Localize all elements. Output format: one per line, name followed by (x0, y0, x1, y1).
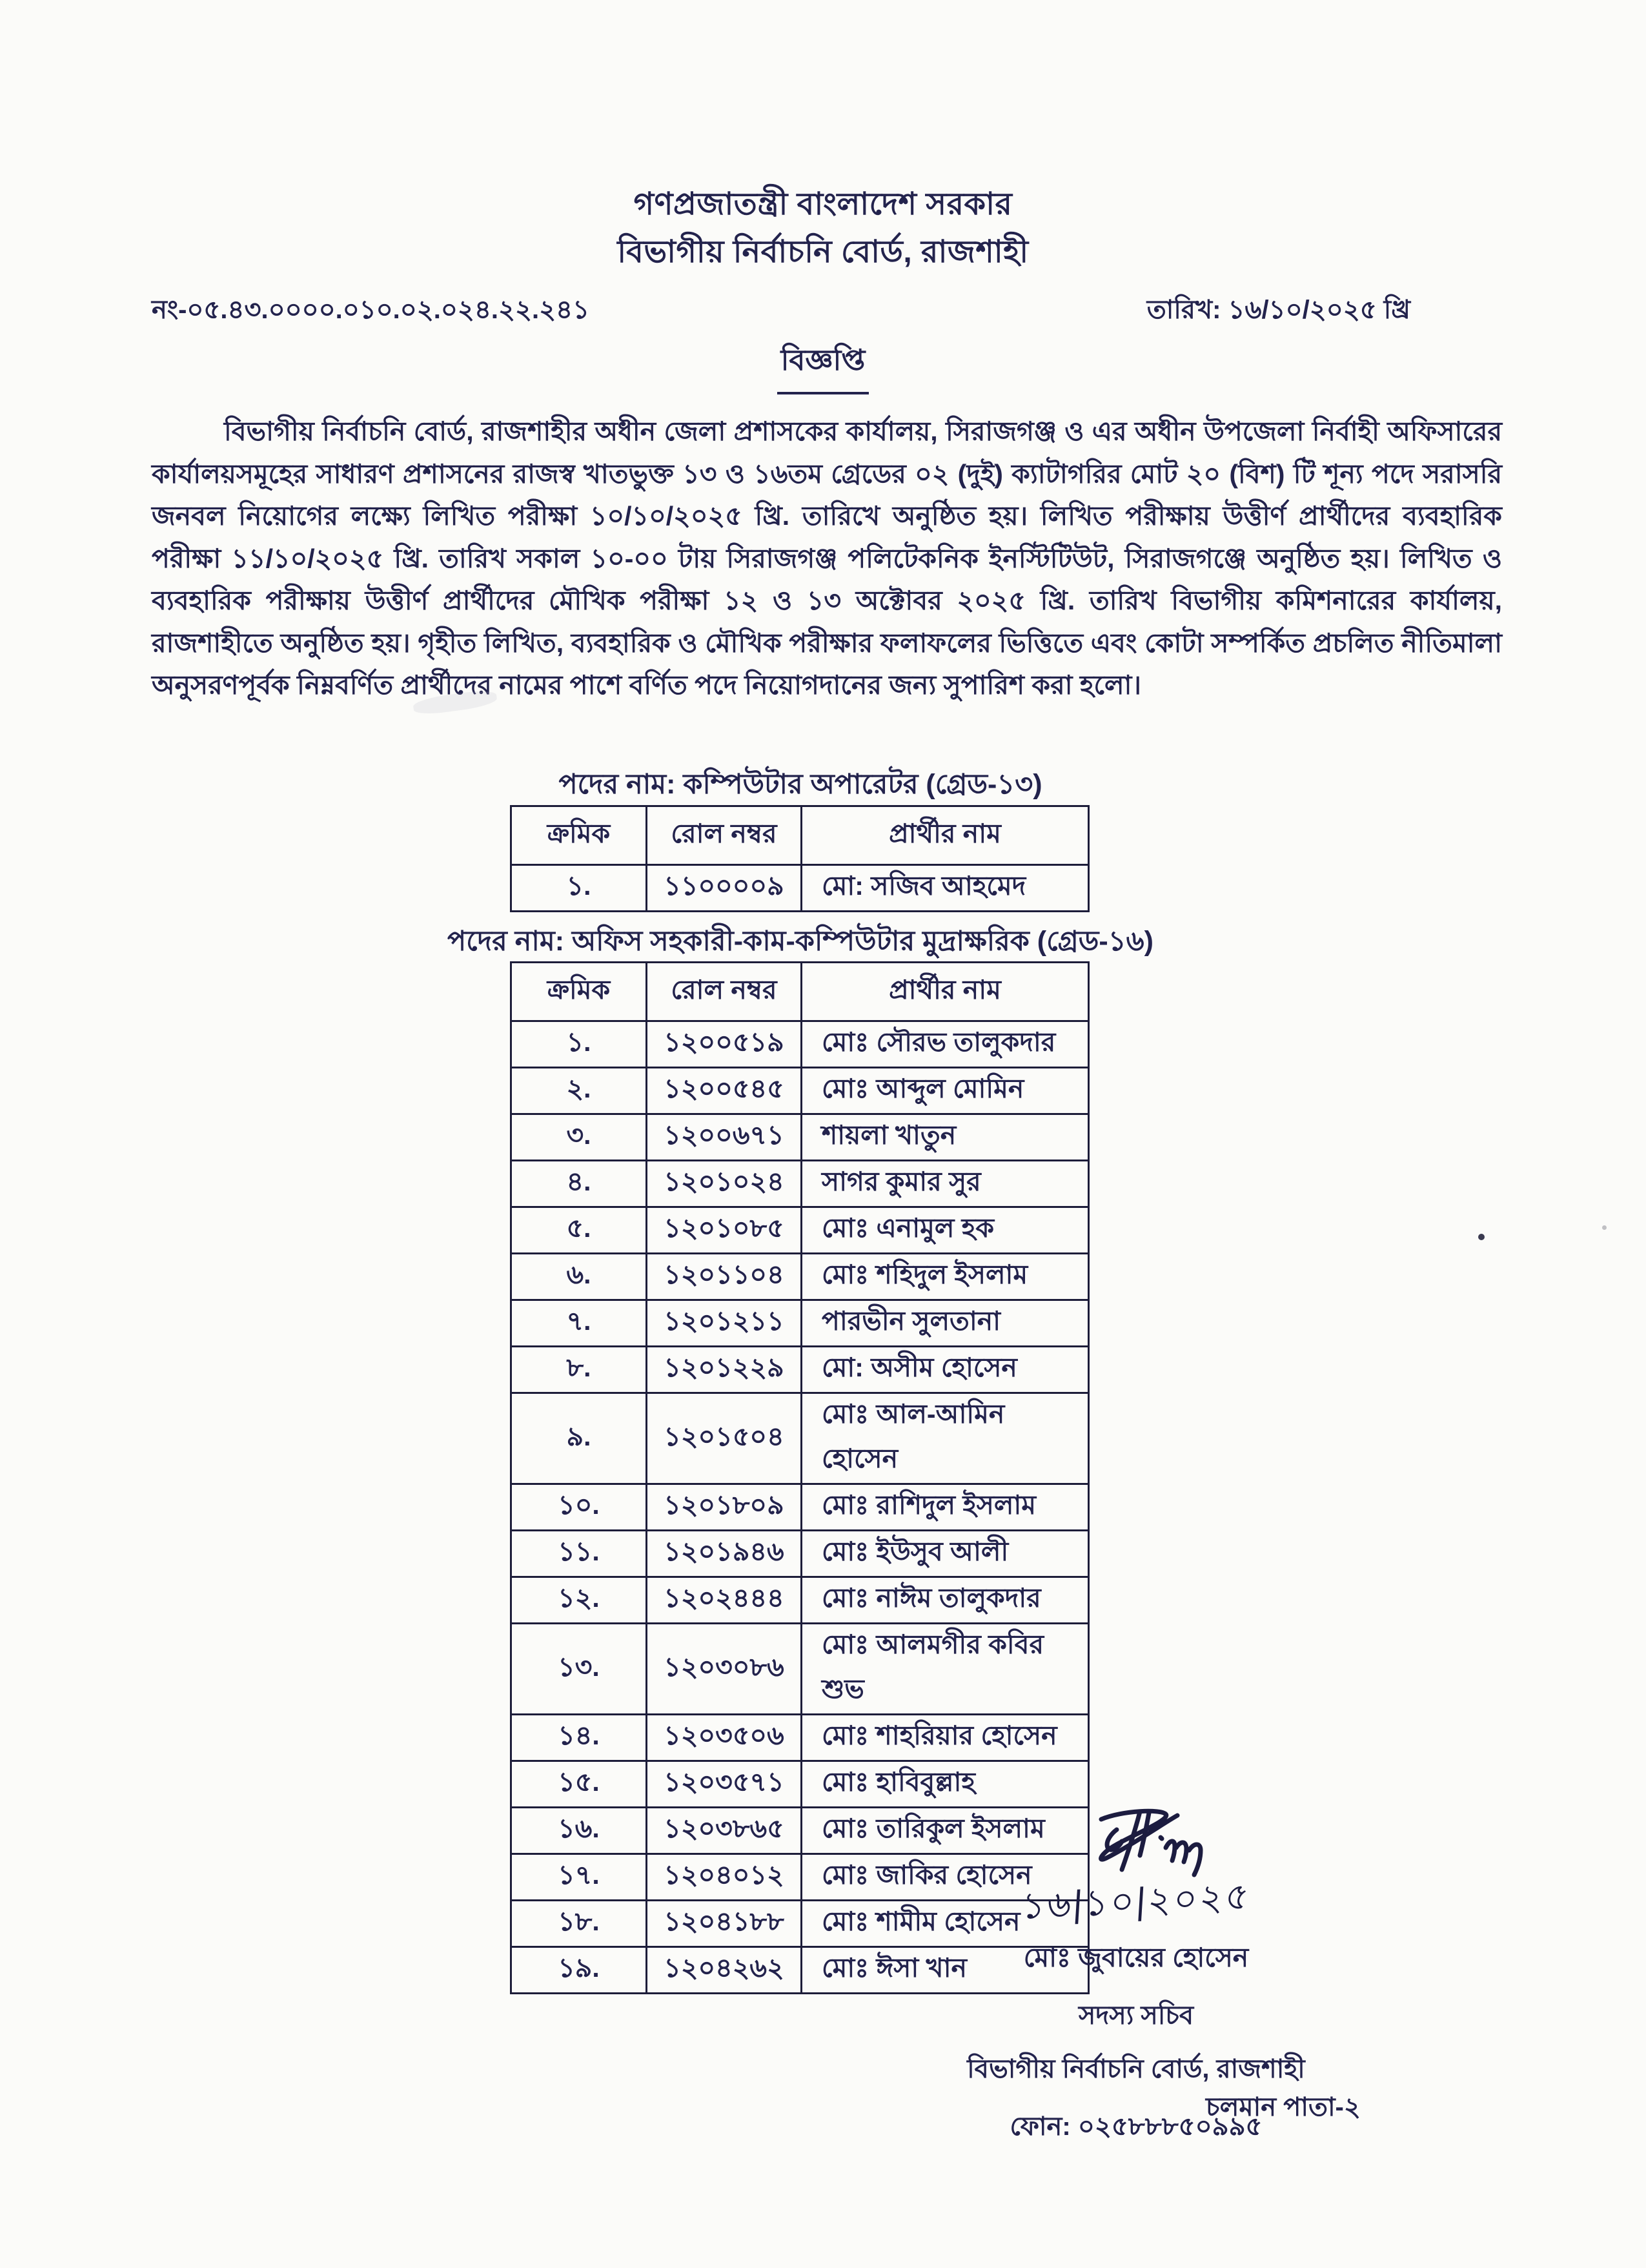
table-row (511, 1393, 1089, 1484)
table-row (511, 1254, 1089, 1300)
office-title: বিভাগীয় নির্বাচনি বোর্ড, রাজশাহী (617, 235, 1029, 269)
roll-cell: ১২০১২২৯ (647, 1347, 802, 1393)
table-row (511, 1300, 1089, 1347)
name-cell: মোঃ শাহরিয়ার হোসেন (802, 1715, 1089, 1761)
roll-cell: ১২০৪১৮৮ (647, 1901, 802, 1947)
name-cell: মোঃ আলমগীর কবির শুভ (802, 1624, 1089, 1715)
scan-speck (1478, 1234, 1485, 1240)
roll-header: রোল নম্বর (647, 806, 802, 865)
name-cell: মোঃ হাবিবুল্লাহ (802, 1761, 1089, 1808)
serial-cell: ১৬. (511, 1808, 647, 1854)
name-cell: মোঃ রাশিদুল ইসলাম (802, 1484, 1089, 1531)
serial-cell: ৩. (511, 1114, 647, 1161)
roll-cell: ১২০১৮০৯ (647, 1484, 802, 1531)
roll-cell: ১২০৩৮৬৫ (647, 1808, 802, 1854)
letterhead (0, 181, 1646, 276)
name-cell: মো: সজিব আহমেদ (802, 865, 1089, 912)
name-header: প্রার্থীর নাম (802, 806, 1089, 865)
table-row (511, 1715, 1089, 1761)
table-row (511, 1577, 1089, 1624)
signatory-phone: ফোন: ০২৫৮৮৮৫০৯৯৫ (1010, 2112, 1263, 2141)
roll-cell: ১২০৩৫০৬ (647, 1715, 802, 1761)
signature-scribble-icon (1039, 1808, 1233, 1879)
position-title-grade13: পদের নাম: কম্পিউটার অপারেটর (গ্রেড-১৩) (558, 769, 1042, 800)
table-header-row (511, 963, 1089, 1021)
serial-cell: ৮. (511, 1347, 647, 1393)
table-row (511, 1347, 1089, 1393)
serial-header: ক্রমিক (511, 963, 647, 1021)
serial-cell: ৬. (511, 1254, 647, 1300)
signatory-designation: সদস্য সচিব (1078, 2001, 1194, 2030)
name-cell: সাগর কুমার সুর (802, 1161, 1089, 1207)
name-cell: পারভীন সুলতানা (802, 1300, 1089, 1347)
continuation-note: চলমান পাতা-২ (1206, 2093, 1361, 2121)
table-row (511, 1531, 1089, 1577)
table-row (511, 1068, 1089, 1114)
serial-cell: ১. (511, 1021, 647, 1068)
serial-cell: ১০. (511, 1484, 647, 1531)
roll-cell: ১২০১২১১ (647, 1300, 802, 1347)
serial-cell: ১৯. (511, 1947, 647, 1994)
name-cell: মোঃ জাকির হোসেন (802, 1854, 1089, 1901)
roll-cell: ১২০৩৫৭১ (647, 1761, 802, 1808)
serial-cell: ১৮. (511, 1901, 647, 1947)
name-cell: মোঃ সৌরভ তালুকদার (802, 1021, 1089, 1068)
table-body-grade13 (511, 865, 1089, 912)
roll-cell: ১২০১০৮৫ (647, 1207, 802, 1254)
name-cell: মোঃ আব্দুল মোমিন (802, 1068, 1089, 1114)
serial-cell: ১৭. (511, 1854, 647, 1901)
table-row (511, 1484, 1089, 1531)
table-row (511, 1624, 1089, 1715)
notice-heading: বিজ্ঞপ্তি (777, 338, 869, 394)
signatory-office: বিভাগীয় নির্বাচনি বোর্ড, রাজশাহী (967, 2055, 1305, 2083)
name-cell: মোঃ আল-আমিন হোসেন (802, 1393, 1089, 1484)
roll-cell: ১২০১৯৪৬ (647, 1531, 802, 1577)
name-cell: মোঃ শহিদুল ইসলাম (802, 1254, 1089, 1300)
serial-cell: ২. (511, 1068, 647, 1114)
table-row (511, 865, 1089, 912)
roll-cell: ১১০০০০৯ (647, 865, 802, 912)
roll-cell: ১২০১১০৪ (647, 1254, 802, 1300)
result-table-grade13 (510, 805, 1090, 912)
notice-paragraph: বিভাগীয় নির্বাচনি বোর্ড, রাজশাহীর অধীন জেলা প্রশাসকের কার্যালয়, সিরাজগঞ্জ ও এর অধীন উপজেলা নির্বাহী অফিসারের কার্যালয়সমূহের সাধারণ প্রশাসনের রাজস্ব খাতভুক্ত ১৩ ও ১৬তম গ্রেডের ০২ (দুই) ক্যাটাগরির মোট ২০ (বিশ) টি শূন্য পদে সরাসরি জনবল নিয়োগের লক্ষ্যে লিখিত পরীক্ষা ১০/১০/২০২৫ খ্রি. তারিখে অনুষ্ঠিত হয়। লিখিত পরীক্ষায় উত্তীর্ণ প্রার্থীদের ব্যবহারিক পরীক্ষা ১১/১০/২০২৫ খ্রি. তারিখ সকাল ১০-০০ টায় সিরাজগঞ্জ পলিটেকনিক ইনস্টিটিউট, সিরাজগঞ্জে অনুষ্ঠিত হয়। লিখিত ও ব্যবহারিক পরীক্ষায় উত্তীর্ণ প্রার্থীদের মৌখিক পরীক্ষা ১২ ও ১৩ অক্টোবর ২০২৫ খ্রি. তারিখ বিভাগীয় কমিশনারের কার্যালয়, রাজশাহীতে অনুষ্ঠিত হয়। গৃহীত লিখিত, ব্যবহারিক ও মৌখিক পরীক্ষার ফলাফলের ভিত্তিতে এবং কোটা সম্পর্কিত প্রচলিত নীতিমালা অনুসরণপূর্বক নিম্নবর্ণিত প্রার্থীদের নামের পাশে বর্ণিত পদে নিয়োগদানের জন্য সুপারিশ করা হলো। (152, 416, 1502, 700)
name-cell: মোঃ এনামুল হক (802, 1207, 1089, 1254)
serial-cell: ৭. (511, 1300, 647, 1347)
serial-cell: ৪. (511, 1161, 647, 1207)
roll-cell: ১২০১৫০৪ (647, 1393, 802, 1484)
serial-cell: ১১. (511, 1531, 647, 1577)
table-row (511, 1761, 1089, 1808)
roll-cell: ১২০১০২৪ (647, 1161, 802, 1207)
handwritten-date: ১৬|১০|২০২৫ (1020, 1875, 1253, 1927)
name-header: প্রার্থীর নাম (802, 963, 1089, 1021)
issue-date: তারিখ: ১৬/১০/২০২৫ খ্রি (1146, 296, 1410, 324)
name-cell: মোঃ নাঈম তালুকদার (802, 1577, 1089, 1624)
roll-cell: ১২০০৫১৯ (647, 1021, 802, 1068)
roll-cell: ১২০৪২৬২ (647, 1947, 802, 1994)
table-header-row (511, 806, 1089, 865)
name-cell: মোঃ ইউসুব আলী (802, 1531, 1089, 1577)
roll-cell: ১২০২৪৪৪ (647, 1577, 802, 1624)
scan-speck (1602, 1225, 1607, 1230)
serial-cell: ৯. (511, 1393, 647, 1484)
name-cell: শায়লা খাতুন (802, 1114, 1089, 1161)
table-row (511, 1207, 1089, 1254)
table-row (511, 1021, 1089, 1068)
roll-cell: ১২০০৬৭১ (647, 1114, 802, 1161)
serial-cell: ১. (511, 865, 647, 912)
roll-cell: ১২০৪০১২ (647, 1854, 802, 1901)
serial-header: ক্রমিক (511, 806, 647, 865)
serial-cell: ১৫. (511, 1761, 647, 1808)
name-cell: মোঃ ঈসা খান (802, 1947, 1089, 1994)
serial-cell: ১২. (511, 1577, 647, 1624)
serial-cell: ১৪. (511, 1715, 647, 1761)
position-title-grade16: পদের নাম: অফিস সহকারী-কাম-কম্পিউটার মুদ্রাক্ষরিক (গ্রেড-১৬) (447, 926, 1153, 957)
memo-row (152, 289, 1410, 332)
signatory-name: মোঃ জুবায়ের হোসেন (1023, 1943, 1249, 1972)
serial-cell: ৫. (511, 1207, 647, 1254)
roll-cell: ১২০৩০৮৬ (647, 1624, 802, 1715)
notice-heading-wrap (0, 338, 1646, 394)
roll-cell: ১২০০৫৪৫ (647, 1068, 802, 1114)
name-cell: মোঃ তারিকুল ইসলাম (802, 1808, 1089, 1854)
name-cell: মোঃ শামীম হোসেন (802, 1901, 1089, 1947)
memo-number: নং-০৫.৪৩.০০০০.০১০.০২.০২৪.২২.২৪১ (152, 296, 590, 324)
table-row (511, 1161, 1089, 1207)
table-row (511, 1114, 1089, 1161)
name-cell: মো: অসীম হোসেন (802, 1347, 1089, 1393)
serial-cell: ১৩. (511, 1624, 647, 1715)
roll-header: রোল নম্বর (647, 963, 802, 1021)
government-title: গণপ্রজাতন্ত্রী বাংলাদেশ সরকার (633, 187, 1013, 221)
